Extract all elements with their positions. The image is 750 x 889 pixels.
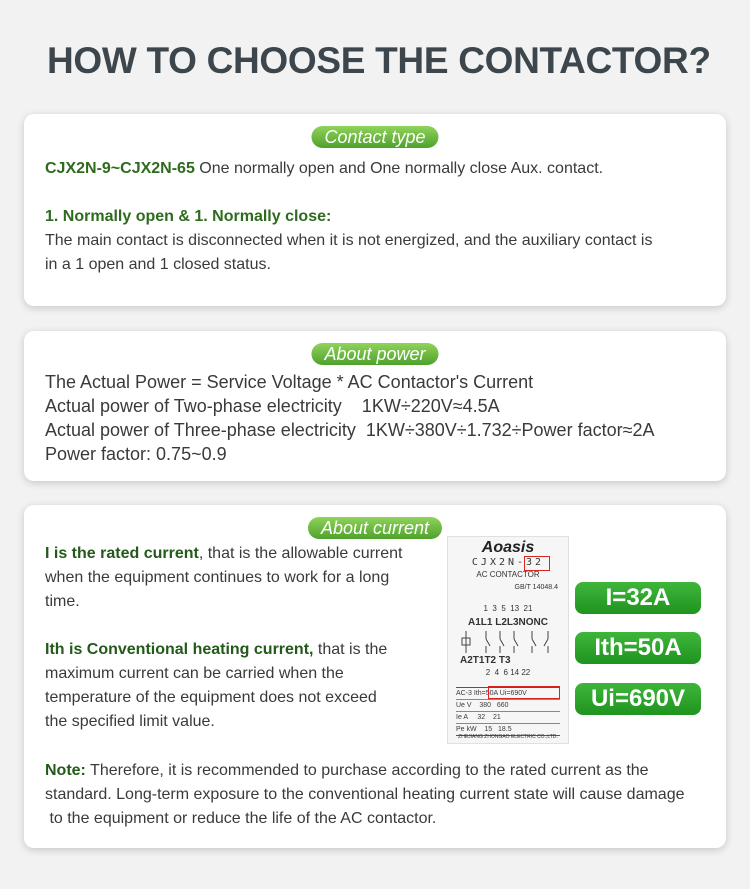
rated-current-text1: , that is the allowable current [198, 545, 403, 562]
label-top-names: A1L1 L2L3NONC [467, 617, 548, 628]
heating-current-text1: that is the [313, 641, 388, 658]
contact-desc-line2: in a 1 open and 1 closed status. [45, 256, 271, 273]
label-table-row-rating: AC-3 Ith=50A Ui=690V [456, 688, 560, 700]
model-desc: One normally open and One normally close Aux. contact. [194, 160, 604, 177]
note-line3: to the equipment or reduce the life of the AC contactor. [45, 810, 437, 827]
heating-current-line3: temperature of the equipment does not exceed [45, 689, 377, 706]
model-highlight-box [524, 556, 550, 571]
rated-current-line2: when the equipment continues to work for a long [45, 569, 390, 586]
contact-type-card [24, 114, 726, 306]
label-model: CJX2N-32 [471, 557, 545, 568]
label-table-row-current: Ie A 32 21 [456, 712, 560, 724]
label-bottom-terminals: 2 4 6 14 22 [485, 668, 531, 677]
model-line [45, 157, 603, 181]
rated-current-badge: I=32A [575, 582, 701, 614]
heating-current-line2: maximum current can be carried when the [45, 665, 344, 682]
power-three-phase: Actual power of Three-phase electricity 1KW÷380V÷1.732÷Power factor≈2A [45, 420, 655, 440]
contact-symbol-icon [460, 631, 556, 653]
power-formula: The Actual Power = Service Voltage * AC Contactor's Current [45, 372, 534, 392]
about-power-pill: About power [311, 343, 438, 365]
label-table-row-voltage: Ue V 380 660 [456, 700, 560, 712]
about-current-card [24, 505, 726, 848]
page-title: HOW TO CHOOSE THE CONTACTOR? [47, 40, 711, 81]
model-name: CJX2N-9~CJX2N-65 [45, 160, 195, 177]
rating-highlight-box [488, 686, 560, 699]
note-text1: Therefore, it is recommended to purchase according to the rated current as the [85, 762, 649, 779]
rated-current-term: I is the rated current [45, 545, 199, 562]
label-top-terminals: 1 3 5 13 21 [483, 604, 533, 613]
power-factor: Power factor: 0.75~0.9 [45, 444, 227, 464]
heating-current-badge: Ith=50A [575, 632, 701, 664]
label-std: GB/T 14048.4 [514, 584, 558, 591]
note-line2: standard. Long-term exposure to the conventional heating current state will cause damage [45, 786, 685, 803]
contactor-label-image [447, 536, 569, 744]
heating-current-term: Ith is Conventional heating current, [45, 641, 314, 658]
contact-type-pill: Contact type [311, 126, 438, 148]
rated-current-line1 [45, 542, 403, 566]
heating-current-line4: the specified limit value. [45, 713, 215, 730]
contact-subheading: 1. Normally open & 1. Normally close: [45, 208, 332, 225]
rated-current-line3: time. [45, 593, 80, 610]
power-two-phase: Actual power of Two-phase electricity 1KW÷220V≈4.5A [45, 396, 500, 416]
label-type: AC CONTACTOR [476, 570, 540, 579]
label-maker: ZHEJIANG ZHONGAO ELECTRIC CO.,LTD. [458, 734, 558, 740]
about-current-pill: About current [308, 517, 442, 539]
brand-logo: Aoasis [481, 539, 535, 556]
label-bottom-names: A2T1T2 T3 [460, 655, 511, 666]
heating-current-line1 [45, 638, 387, 662]
label-table-row-power: Pe kW 15 18.5 [456, 724, 560, 736]
contact-desc-line1: The main contact is disconnected when it is not energized, and the auxiliary contact is [45, 232, 653, 249]
note-line1 [45, 759, 649, 783]
note-label: Note: [45, 762, 86, 779]
about-power-card [24, 331, 726, 481]
insulation-voltage-badge: Ui=690V [575, 683, 701, 715]
